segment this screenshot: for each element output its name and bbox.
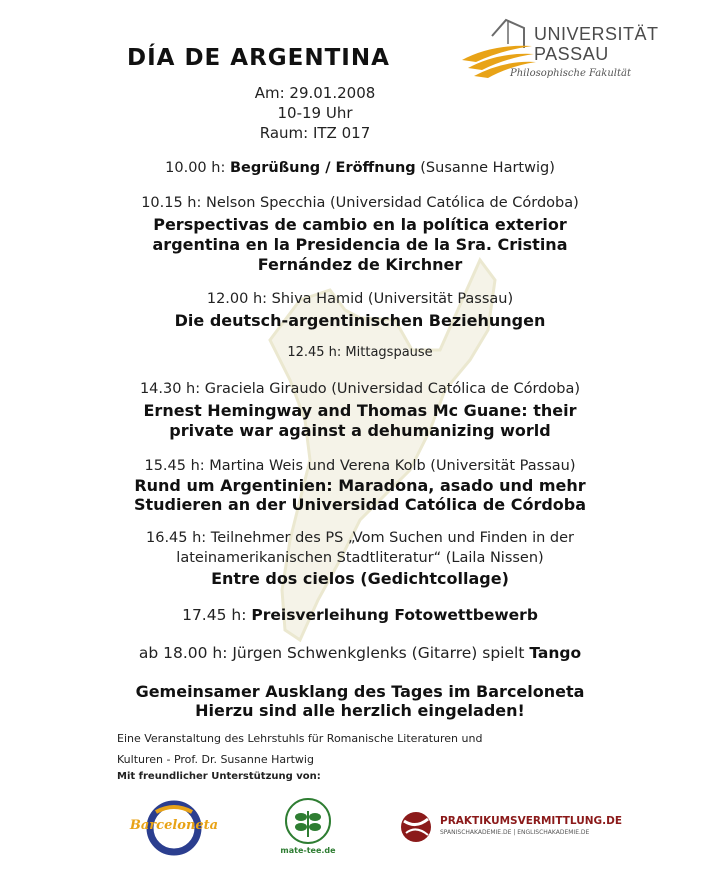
program-item-hamid: 12.00 h: Shiva Hamid (Universität Passau) bbox=[206, 291, 514, 307]
matetee-name: mate-tee.de bbox=[280, 846, 336, 855]
program-item-welcome bbox=[0, 160, 720, 176]
organizer-text: Kulturen - Prof. Dr. Susanne Hartwig bbox=[117, 753, 314, 766]
university-name-line1: UNIVERSITÄT bbox=[534, 24, 659, 44]
talk-title-line: Fernández de Kirchner bbox=[257, 255, 463, 274]
globe-icon bbox=[398, 809, 434, 845]
support-heading: Mit freundlicher Unterstützung von: bbox=[117, 771, 321, 782]
barceloneta-name: Barceloneta bbox=[129, 818, 219, 833]
praktikum-subtitle: SPANISCHAKADEMIE.DE | ENGLISCHAKADEMIE.DE bbox=[440, 829, 590, 836]
organizer-text: Eine Veranstaltung des Lehrstuhls für Romanische Literaturen und bbox=[117, 732, 483, 745]
program-item-specchia: 10.15 h: Nelson Specchia (Universidad Católica de Córdoba) bbox=[141, 195, 579, 211]
session-title: Begrüßung / Eröffnung bbox=[229, 160, 416, 176]
sponsor-praktikum-logo bbox=[398, 805, 623, 849]
session-title: Tango bbox=[529, 644, 582, 662]
talk-title-line: private war against a dehumanizing world bbox=[169, 421, 551, 440]
program-item-seminar: 16.45 h: Teilnehmer des PS „Vom Suchen und Finden in der bbox=[146, 530, 574, 546]
time-label: 17.45 h: bbox=[182, 606, 247, 624]
program-item-tango bbox=[0, 644, 720, 662]
praktikum-title: PRAKTIKUMSVERMITTLUNG.DE bbox=[440, 815, 623, 827]
event-date: Am: 29.01.2008 bbox=[254, 84, 376, 102]
event-hours: 10-19 Uhr bbox=[277, 104, 353, 122]
talk-title-line: Rund um Argentinien: Maradona, asado und mehr bbox=[134, 476, 586, 495]
program-item-giraudo: 14.30 h: Graciela Giraudo (Universidad Católica de Córdoba) bbox=[139, 381, 581, 397]
university-faculty: Philosophische Fakultät bbox=[510, 68, 631, 79]
program-item-lunch: 12.45 h: Mittagspause bbox=[287, 345, 433, 360]
talk-title-line: argentina en la Presidencia de la Sra. Cristina bbox=[152, 235, 568, 254]
closing-line: Gemeinsamer Ausklang des Tages im Barceloneta bbox=[135, 682, 585, 701]
talk-title-line: Studieren an der Universidad Católica de Córdoba bbox=[133, 495, 587, 514]
event-title: DÍA DE ARGENTINA bbox=[127, 45, 390, 71]
talk-title-line: Entre dos cielos (Gedichtcollage) bbox=[211, 569, 509, 588]
session-text: ab 18.00 h: Jürgen Schwenkglenks (Gitarre) spielt bbox=[138, 644, 525, 662]
talk-title-line: Perspectivas de cambio en la política exterior bbox=[153, 215, 567, 234]
program-item-weis-kolb: 15.45 h: Martina Weis und Verena Kolb (Universität Passau) bbox=[144, 458, 576, 474]
talk-title-line: Ernest Hemingway and Thomas Mc Guane: their bbox=[143, 401, 577, 420]
program-item-award bbox=[0, 606, 720, 624]
speaker: (Susanne Hartwig) bbox=[420, 160, 555, 176]
sponsor-matetee-logo bbox=[276, 797, 340, 859]
event-room: Raum: ITZ 017 bbox=[259, 124, 371, 142]
talk-title-line: Die deutsch-argentinischen Beziehungen bbox=[174, 311, 546, 330]
university-name-line2: PASSAU bbox=[534, 44, 609, 64]
program-item-seminar-cont: lateinamerikanischen Stadtliteratur“ (Laila Nissen) bbox=[176, 550, 544, 566]
closing-line: Hierzu sind alle herzlich eingeladen! bbox=[195, 701, 525, 720]
leaf-icon bbox=[276, 797, 340, 847]
session-title: Preisverleihung Fotowettbewerb bbox=[251, 606, 538, 624]
sponsor-barceloneta-logo bbox=[128, 800, 220, 856]
time-label: 10.00 h: bbox=[165, 160, 226, 176]
